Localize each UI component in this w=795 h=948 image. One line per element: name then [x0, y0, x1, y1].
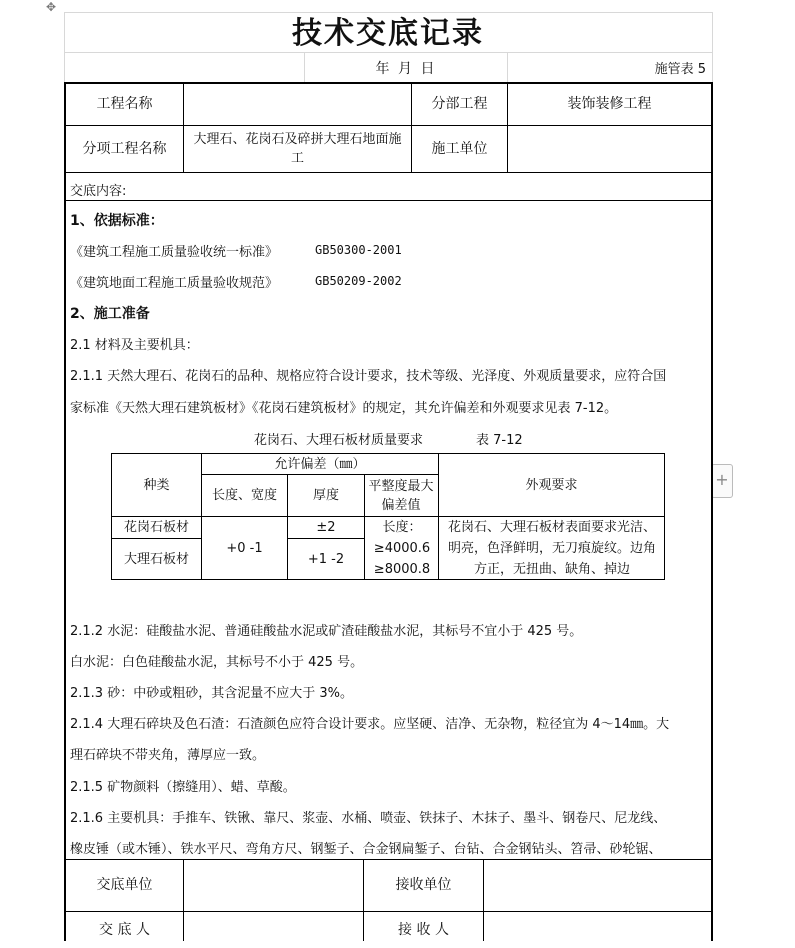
paragraph-2-1-2: 2.1.2 水泥：硅酸盐水泥、普通硅酸盐水泥或矿渣硅酸盐水泥，其标号不宜小于 425 号。 [70, 624, 583, 639]
table-line [664, 453, 665, 580]
table-cell-thickness-granite: ±2 [316, 520, 336, 535]
table-move-handle-icon[interactable]: ✥ [45, 0, 57, 14]
table-header-flatness: 平整度最大偏差值 [368, 478, 434, 513]
paragraph-2-1-1-line-1: 2.1.1 天然大理石、花岗石的品种、规格应符合设计要求，技术等级、光泽度、外观质量要求，应符合国 [70, 369, 667, 384]
paragraph-2-1-6-line-2: 橡皮锤（或木锤）、铁水平尺、弯角方尺、钢錾子、合金钢扁錾子、台钻、合金钢钻头、笤帚、砂轮锯、 [70, 842, 662, 857]
table-cell-thickness-marble: +1 -2 [307, 551, 345, 567]
to-unit-field[interactable] [484, 860, 711, 911]
paragraph-2-1-4-line-1: 2.1.4 大理石碎块及色石渣：石渣颜色应符合设计要求。应坚硬、洁净、无杂物，粒径宜为 4～14㎜。大 [70, 717, 670, 732]
table-cell-appearance: 花岗石、大理石板材表面要求光洁、明亮，色泽鲜明，无刀痕旋纹。边角方正，无扭曲、缺角、掉边 [447, 520, 656, 577]
table-cell-flatness [366, 517, 438, 580]
table-cell-granite: 花岗石板材 [123, 520, 189, 535]
section-1-title: 1、依据标准： [70, 213, 164, 229]
standard-1-code: GB50300-2001 [315, 243, 402, 257]
paragraph-white-cement: 白水泥：白色硅酸盐水泥，其标号不小于 425 号。 [70, 655, 364, 670]
table-header-tolerance: 允许偏差（㎜） [274, 456, 366, 472]
form-border [711, 859, 713, 941]
flatness-line: 长度： [382, 520, 422, 535]
form-border [711, 82, 713, 859]
paragraph-2-1-3: 2.1.3 砂：中砂或粗砂，其含泥量不应大于 3%。 [70, 686, 353, 701]
standard-1-name: 《建筑工程施工质量验收统一标准》 [70, 245, 279, 260]
table-line [364, 474, 365, 580]
add-column-icon[interactable]: + [711, 464, 733, 498]
flatness-line: ≥4000.6 [373, 541, 431, 556]
form-border [64, 82, 66, 941]
to-unit-label: 接收单位 [395, 877, 452, 893]
project-name-label: 工程名称 [96, 96, 153, 112]
from-unit-label: 交底单位 [96, 877, 153, 893]
from-person-label: 交 底 人 [99, 921, 150, 938]
table-cell-length-value: +0 -1 [226, 540, 263, 556]
table-header-type: 种类 [143, 477, 170, 493]
table-header-appearance: 外观要求 [525, 477, 578, 493]
page-title: 技术交底记录 [292, 16, 484, 51]
date-label: 年 月 日 [375, 61, 437, 77]
content-label: 交底内容: [70, 184, 127, 199]
paragraph-2-1-5: 2.1.5 矿物颜料（擦缝用）、蜡、草酸。 [70, 780, 296, 795]
table-caption: 花岗石、大理石板材质量要求 [254, 433, 424, 448]
paragraph-2-1: 2.1 材料及主要机具： [70, 338, 199, 353]
paragraph-2-1-1-line-2: 家标准《天然大理石建筑板材》《花岗石建筑板材》的规定，其允许偏差和外观要求见表 7-12。 [70, 401, 618, 416]
standard-2-code: GB50209-2002 [315, 274, 402, 288]
from-unit-field[interactable] [184, 860, 363, 911]
to-person-label: 接 收 人 [398, 921, 449, 938]
unit-label: 施工单位 [431, 140, 488, 157]
table-header-thickness: 厚度 [312, 488, 339, 503]
grid-line [712, 12, 713, 82]
subitem-label: 分项工程名称 [82, 140, 167, 157]
table-header-length: 长度、宽度 [211, 488, 277, 503]
project-name-field[interactable] [184, 84, 411, 125]
table-number: 表 7-12 [476, 433, 523, 448]
paragraph-2-1-4-line-2: 理石碎块不带夹角，薄厚应一致。 [70, 748, 266, 763]
division-label: 分部工程 [431, 96, 488, 112]
subitem-value[interactable]: 大理石、花岗石及碎拼大理石地面施工 [193, 132, 402, 166]
division-value[interactable]: 装饰装修工程 [567, 96, 652, 112]
paragraph-2-1-6-line-1: 2.1.6 主要机具：手推车、铁锹、靠尺、浆壶、水桶、喷壶、铁抹子、木抹子、墨斗、钢卷尺、尼龙线、 [70, 811, 667, 826]
section-2-title: 2、施工准备 [70, 306, 150, 322]
form-border [64, 200, 713, 201]
unit-field[interactable] [508, 126, 711, 172]
table-cell-marble: 大理石板材 [123, 551, 189, 567]
standard-2-name: 《建筑地面工程施工质量验收规范》 [70, 276, 279, 291]
flatness-line: ≥8000.8 [373, 562, 431, 577]
form-border [64, 172, 713, 173]
form-number: 施管表 5 [654, 62, 706, 77]
grid-line [64, 52, 712, 53]
